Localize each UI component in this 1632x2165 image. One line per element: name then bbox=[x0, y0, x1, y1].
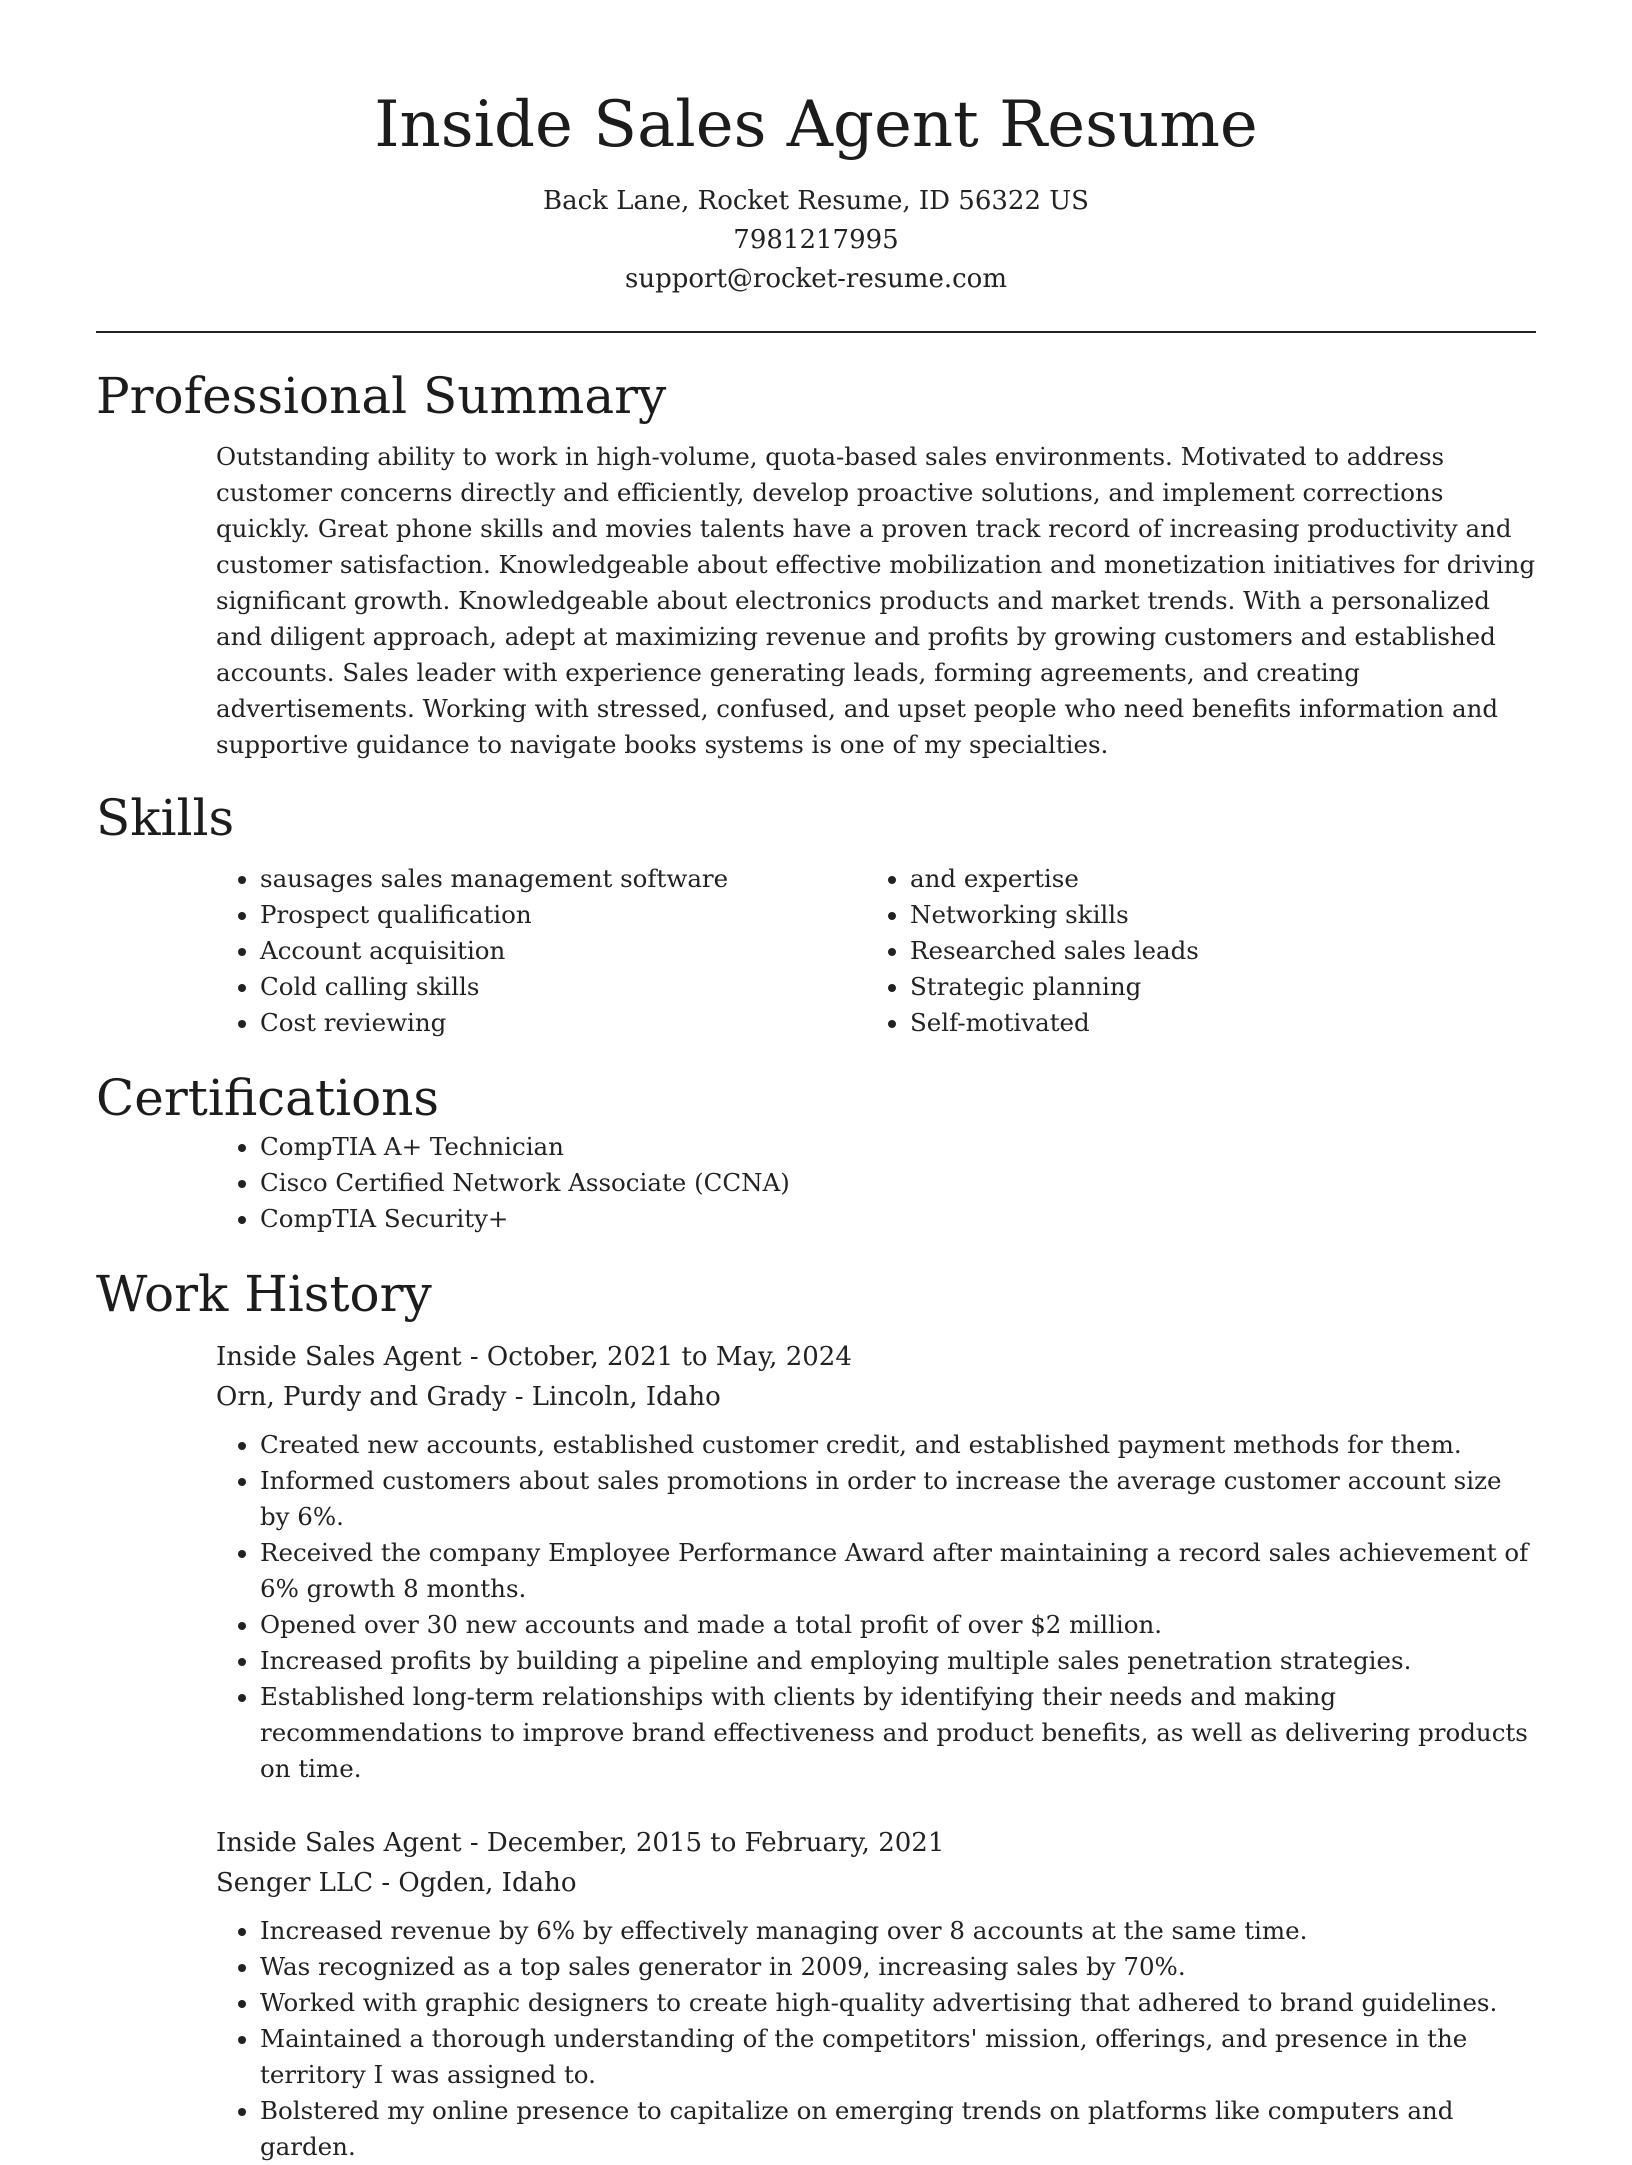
summary-heading: Professional Summary bbox=[96, 367, 667, 425]
job-entry bbox=[216, 1823, 1536, 2165]
certification-item: • CompTIA A+ Technician bbox=[260, 1129, 1536, 1165]
job-achievements bbox=[216, 1427, 1536, 1787]
email: support@rocket-resume.com bbox=[624, 264, 1007, 294]
skill-item: • sausages sales management software bbox=[260, 861, 746, 897]
achievement-item: • Established long-term relationships with clients by identifying their needs and making recommendations to improve brand effectiveness and product benefits, as well as delivering products on time. bbox=[260, 1679, 1536, 1787]
skill-item: • Researched sales leads bbox=[910, 933, 1510, 969]
certification-item: • Cisco Certified Network Associate (CCNA) bbox=[260, 1165, 1536, 1201]
skill-item: • and expertise bbox=[910, 861, 1510, 897]
achievement-item: • Maintained a thorough understanding of the competitors' mission, offerings, and presence in the territory I was assigned to. bbox=[260, 2021, 1536, 2093]
job-achievements bbox=[216, 1913, 1536, 2165]
work-history-heading: Work History bbox=[96, 1265, 432, 1323]
skill-item: • Strategic planning bbox=[910, 969, 1510, 1005]
skill-item: • Self-motivated bbox=[910, 1005, 1510, 1041]
achievement-item: • Bolstered my online presence to capitalize on emerging trends on platforms like computers and garden. bbox=[260, 2093, 1536, 2165]
skill-item: • Cold calling skills bbox=[260, 969, 746, 1005]
achievement-item: • Increased profits by building a pipeline and employing multiple sales penetration strategies. bbox=[260, 1643, 1536, 1679]
job-role-dates: Inside Sales Agent - December, 2015 to February, 2021 bbox=[216, 1828, 945, 1858]
skills-column-right bbox=[746, 861, 1510, 1041]
certifications-heading: Certifications bbox=[96, 1069, 440, 1127]
skill-item: • Prospect qualification bbox=[260, 897, 746, 933]
skills-list bbox=[96, 861, 1536, 1041]
resume-header bbox=[96, 0, 1536, 299]
address: Back Lane, Rocket Resume, ID 56322 US bbox=[543, 186, 1089, 216]
achievement-item: • Opened over 30 new accounts and made a total profit of over $2 million. bbox=[260, 1607, 1536, 1643]
skill-item: • Account acquisition bbox=[260, 933, 746, 969]
skills-column-left bbox=[96, 861, 746, 1041]
certification-item: • CompTIA Security+ bbox=[260, 1201, 1536, 1237]
contact-info bbox=[96, 182, 1536, 299]
achievement-item: • Increased revenue by 6% by effectively managing over 8 accounts at the same time. bbox=[260, 1913, 1536, 1949]
header-divider bbox=[96, 331, 1536, 333]
job-entry bbox=[216, 1337, 1536, 1787]
resume-title: Inside Sales Agent Resume bbox=[374, 88, 1258, 162]
skill-item: • Networking skills bbox=[910, 897, 1510, 933]
achievement-item: • Was recognized as a top sales generator in 2009, increasing sales by 70%. bbox=[260, 1949, 1536, 1985]
achievement-item: • Created new accounts, established customer credit, and established payment methods for them. bbox=[260, 1427, 1536, 1463]
phone: 7981217995 bbox=[733, 225, 899, 255]
certifications-list bbox=[96, 1129, 1536, 1237]
skill-item: • Cost reviewing bbox=[260, 1005, 746, 1041]
achievement-item: • Worked with graphic designers to create high-quality advertising that adhered to brand guidelines. bbox=[260, 1985, 1536, 2021]
resume-page bbox=[96, 0, 1536, 2165]
summary-text: Outstanding ability to work in high-volume, quota-based sales environments. Motivated to address customer concerns directly and efficiently, develop proactive solutions, and implement corrections quickly. Great phone skills and movies talents have a proven track record of increasing productivity and customer satisfaction. Knowledgeable about effective mobilization and monetization initiatives for driving significant growth. Knowledgeable about electronics products and market trends. With a personalized and diligent approach, adept at maximizing revenue and profits by growing customers and established accounts. Sales leader with experience generating leads, forming agreements, and creating advertisements. Working with stressed, confused, and upset people who need benefits information and supportive guidance to navigate books systems is one of my specialties. bbox=[216, 442, 1536, 759]
job-company-location: Senger LLC - Ogden, Idaho bbox=[216, 1868, 577, 1898]
job-role-dates: Inside Sales Agent - October, 2021 to May, 2024 bbox=[216, 1342, 852, 1372]
skills-heading: Skills bbox=[96, 789, 235, 847]
achievement-item: • Received the company Employee Performance Award after maintaining a record sales achievement of 6% growth 8 months. bbox=[260, 1535, 1536, 1607]
job-company-location: Orn, Purdy and Grady - Lincoln, Idaho bbox=[216, 1382, 721, 1412]
achievement-item: • Informed customers about sales promotions in order to increase the average customer account size by 6%. bbox=[260, 1463, 1536, 1535]
